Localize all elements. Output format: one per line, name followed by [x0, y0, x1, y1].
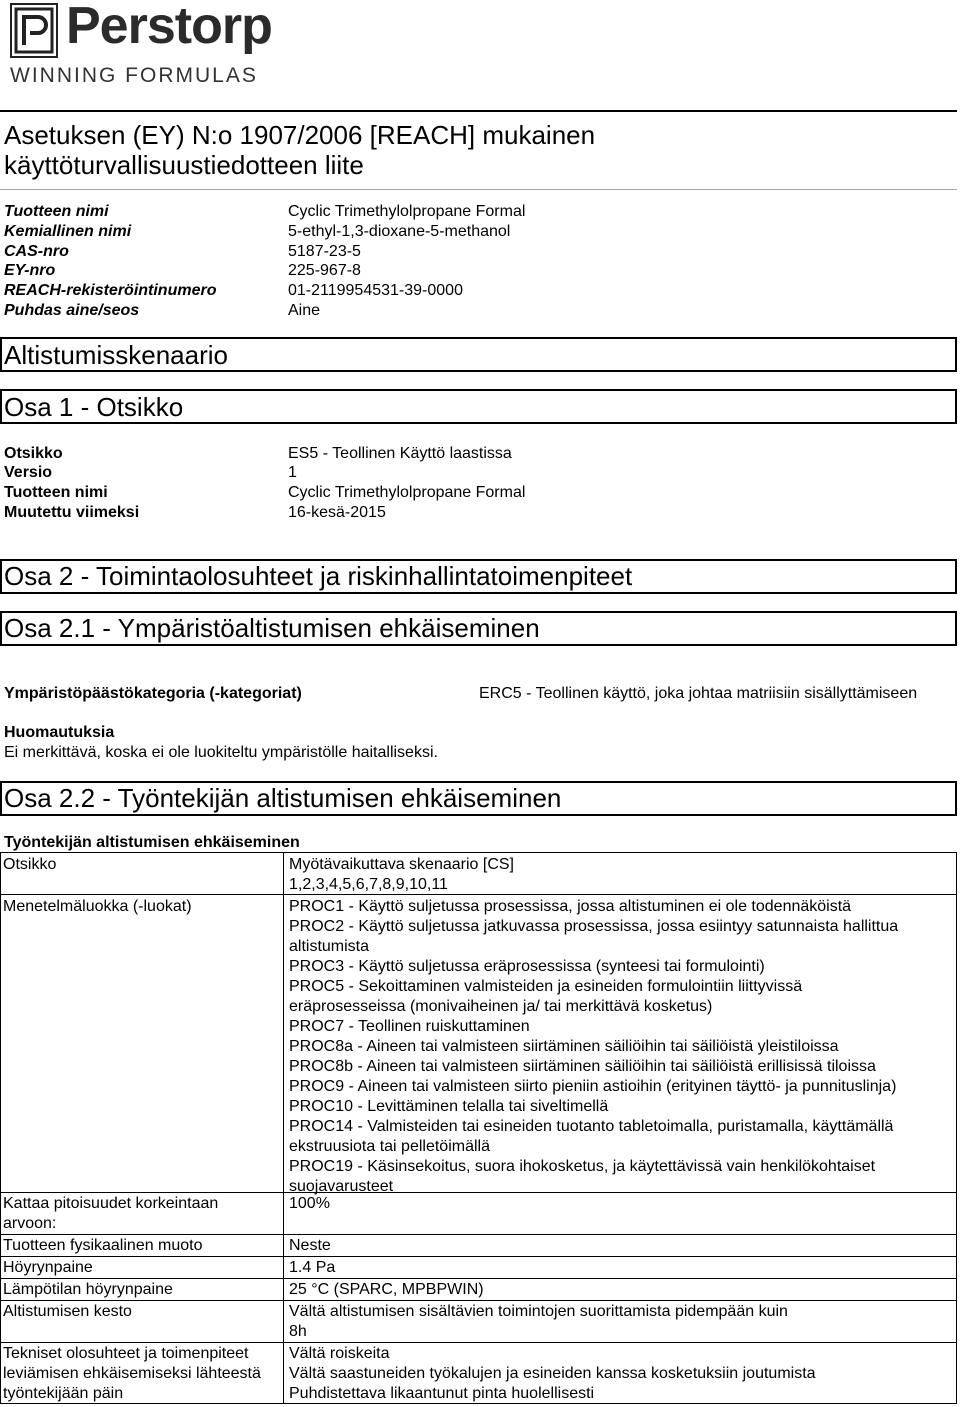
proc-line: PROC8b - Aineen tai valmisteen siirtäminen säiliöihin tai säiliöistä erillisissä tiloissa	[289, 1058, 876, 1075]
row-value: Vältä saastuneiden työkalujen ja esineiden kanssa kosketuksiin joutumista	[289, 1365, 816, 1382]
remarks-label: Huomautuksia	[4, 724, 115, 741]
proc-line: PROC9 - Aineen tai valmisteen siirto pieniin astioihin (erityinen täyttö- ja punnituslinja)	[289, 1078, 897, 1095]
env-category-label: Ympäristöpäästökategoria (-kategoriat)	[4, 685, 302, 702]
value-chemical-name: 5-ethyl-1,3-dioxane-5-methanol	[288, 223, 511, 240]
label-line: työntekijään päin	[3, 1385, 124, 1402]
label-ec: EY-nro	[4, 262, 56, 279]
row-value: Puhdistettava likaantunut pinta huolellisesti	[289, 1385, 595, 1402]
row-value: Vältä roiskeita	[289, 1345, 390, 1362]
row-value-vapour-pressure: 1.4 Pa	[289, 1259, 336, 1276]
row-value-concentration: 100%	[289, 1195, 330, 1212]
proc-line: suojavarusteet	[289, 1178, 394, 1195]
row-line	[0, 1278, 957, 1279]
row-line	[0, 1256, 957, 1257]
value-version: 1	[288, 464, 297, 481]
label-reach: REACH-rekisteröintinumero	[4, 282, 217, 299]
value-cas: 5187-23-5	[288, 243, 361, 260]
perstorp-logo-icon	[10, 3, 58, 58]
proc-line: PROC1 - Käyttö suljetussa prosessissa, jossa altistuminen ei ole todennäköistä	[289, 898, 852, 915]
row-value: Vältä altistumisen sisältävien toimintojen suorittamista pidempään kuin	[289, 1303, 788, 1320]
value-product-name-2: Cyclic Trimethylolpropane Formal	[288, 484, 526, 501]
row-label-temperature: Lämpötilan höyrynpaine	[3, 1281, 173, 1298]
logo-mark-svg	[12, 5, 56, 56]
label-substance: Puhdas aine/seos	[4, 302, 140, 319]
row-line	[0, 1300, 957, 1301]
proc-line: PROC14 - Valmisteiden tai esineiden tuotanto tabletoimalla, puristamalla, käyttämällä	[289, 1118, 894, 1135]
section-2-2-title: Osa 2.2 - Työntekijän altistumisen ehkäiseminen	[4, 783, 562, 813]
row-label-technical-conditions	[3, 1344, 283, 1404]
row-label-process-category: Menetelmäluokka (-luokat)	[3, 898, 192, 915]
label-line: arvoon:	[3, 1215, 57, 1232]
label-line: leviämisen ehkäisemiseksi lähteestä	[3, 1365, 261, 1382]
label-product-name-2: Tuotteen nimi	[4, 484, 108, 501]
document-title-line-2: käyttöturvallisuustiedotteen liite	[4, 150, 364, 180]
remarks-text: Ei merkittävä, koska ei ole luokiteltu ympäristölle haitalliseksi.	[4, 744, 438, 761]
company-name: Perstorp	[66, 0, 272, 55]
proc-line: PROC10 - Levittäminen telalla tai siveltimellä	[289, 1098, 609, 1115]
row-label-duration: Altistumisen kesto	[3, 1303, 132, 1320]
proc-line: PROC3 - Käyttö suljetussa eräprosessissa (synteesi tai formulointi)	[289, 958, 765, 975]
value-last-modified: 16-kesä-2015	[288, 504, 386, 521]
row-values-technical-conditions	[289, 1344, 949, 1404]
label-line: Tekniset olosuhteet ja toimenpiteet	[3, 1345, 249, 1362]
row-line	[0, 1234, 957, 1235]
company-tagline: WINNING FORMULAS	[10, 64, 258, 87]
proc-line: PROC5 - Sekoittaminen valmisteiden ja esineiden formulointiin liittyvissä	[289, 978, 803, 995]
row-values-process-category	[289, 897, 949, 1197]
row-values-heading	[289, 855, 949, 895]
row-line	[0, 1342, 957, 1343]
row-label-vapour-pressure: Höyrynpaine	[3, 1259, 93, 1276]
label-heading: Otsikko	[4, 445, 63, 462]
proc-line: PROC2 - Käyttö suljetussa jatkuvassa prosessissa, jossa esiintyy satunnaista hallittua	[289, 918, 899, 935]
proc-line: PROC7 - Teollinen ruiskuttaminen	[289, 1018, 530, 1035]
row-values-duration	[289, 1302, 949, 1342]
value-reach: 01-2119954531-39-0000	[288, 282, 463, 299]
label-cas: CAS-nro	[4, 243, 69, 260]
document-title-line-1: Asetuksen (EY) N:o 1907/2006 [REACH] mukainen	[4, 120, 596, 150]
row-value-physical-form: Neste	[289, 1237, 331, 1254]
label-product-name: Tuotteen nimi	[4, 203, 109, 220]
label-chemical-name: Kemiallinen nimi	[4, 223, 132, 240]
row-label-concentration	[3, 1194, 283, 1234]
value-ec: 225-967-8	[288, 262, 361, 279]
worker-heading: Työntekijän altistumisen ehkäiseminen	[4, 834, 300, 851]
row-value: 1,2,3,4,5,6,7,8,9,10,11	[289, 876, 448, 893]
exposure-scenario-title: Altistumisskenaario	[4, 340, 228, 370]
proc-line: altistumista	[289, 938, 370, 955]
value-product-name: Cyclic Trimethylolpropane Formal	[288, 203, 526, 220]
proc-line: PROC8a - Aineen tai valmisteen siirtäminen säiliöihin tai säiliöistä yleistiloissa	[289, 1038, 839, 1055]
table-divider	[283, 852, 284, 1404]
row-value: Myötävaikuttava skenaario [CS]	[289, 856, 514, 873]
row-value: 8h	[289, 1323, 307, 1340]
section-2-1-title: Osa 2.1 - Ympäristöaltistumisen ehkäiseminen	[4, 613, 540, 643]
section-2-title: Osa 2 - Toimintaolosuhteet ja riskinhallintatoimenpiteet	[4, 561, 633, 591]
env-category-value: ERC5 - Teollinen käyttö, joka johtaa matriisiin sisällyttämiseen	[479, 685, 918, 702]
value-substance: Aine	[288, 302, 321, 319]
proc-line: ekstruusiota tai pelletöimällä	[289, 1138, 490, 1155]
row-label-heading: Otsikko	[3, 856, 57, 873]
section-1-title: Osa 1 - Otsikko	[4, 392, 184, 422]
row-label-physical-form: Tuotteen fysikaalinen muoto	[3, 1237, 203, 1254]
label-version: Versio	[4, 464, 53, 481]
label-last-modified: Muutettu viimeksi	[4, 504, 140, 521]
proc-line: eräprosesseissa (monivaiheinen ja/ tai merkittävä kosketus)	[289, 998, 713, 1015]
value-heading: ES5 - Teollinen Käyttö laastissa	[288, 445, 512, 462]
proc-line: PROC19 - Käsinsekoitus, suora ihokosketus, ja käytettävissä vain henkilökohtaiset	[289, 1158, 876, 1175]
label-line: Kattaa pitoisuudet korkeintaan	[3, 1195, 219, 1212]
row-value-temperature: 25 °C (SPARC, MPBPWIN)	[289, 1281, 484, 1298]
